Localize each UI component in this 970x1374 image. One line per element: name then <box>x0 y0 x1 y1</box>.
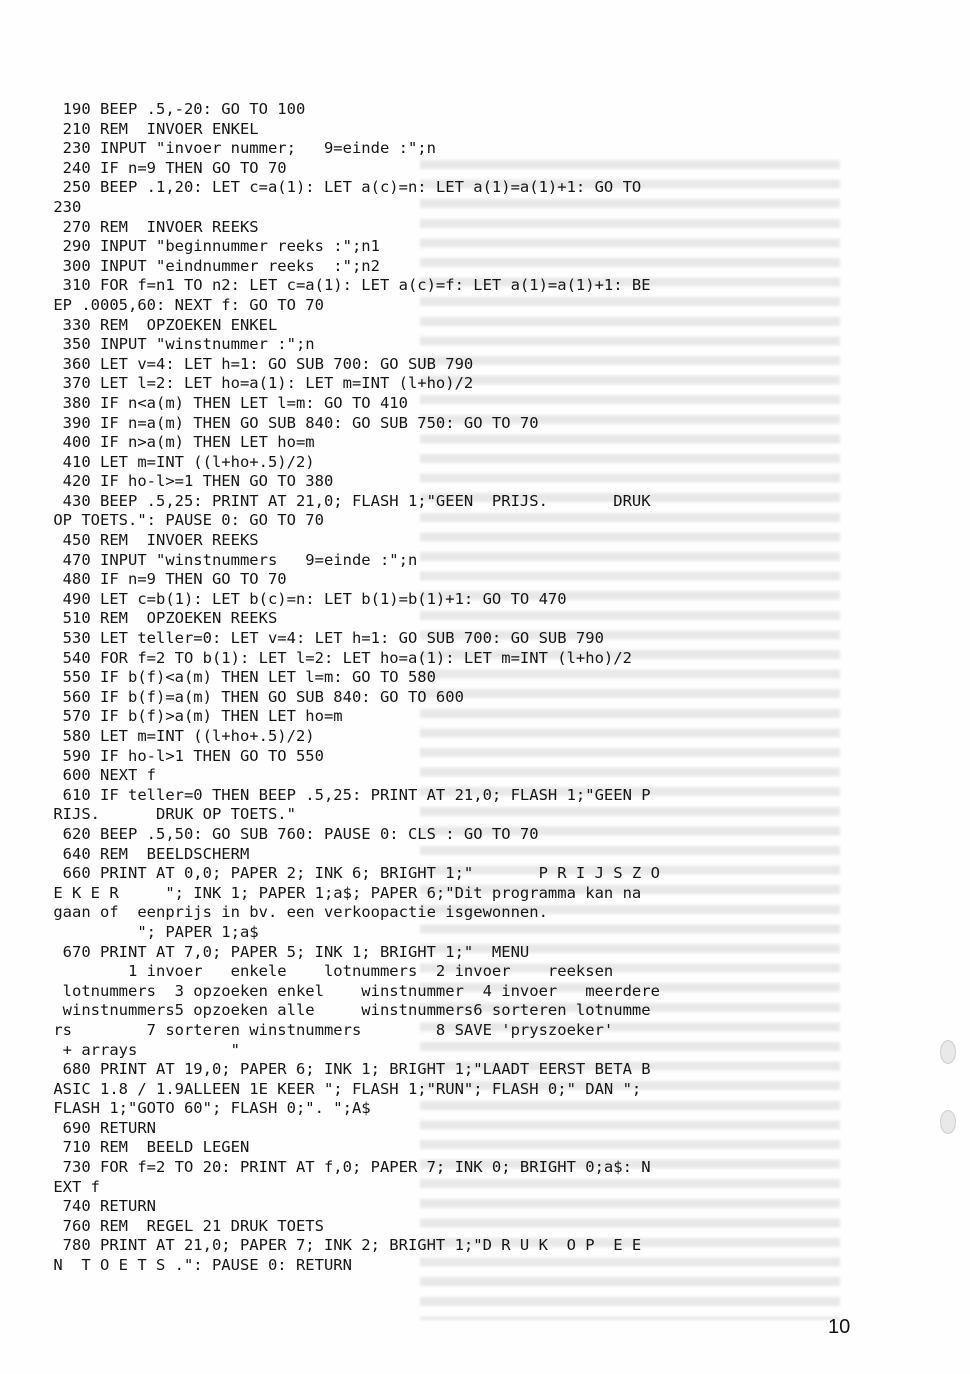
code-line: 420 IF ho-l>=1 THEN GO TO 380 <box>44 472 334 491</box>
code-line: 190 BEEP .5,-20: GO TO 100 <box>44 100 306 118</box>
code-line: 370 LET l=2: LET ho=a(1): LET m=INT (l+ho)/2 <box>44 374 474 393</box>
binding-hole-bottom <box>940 1110 956 1134</box>
code-line: 250 BEEP .1,20: LET c=a(1): LET a(c)=n: LET a(1)=a(1)+1: GO TO <box>44 178 642 197</box>
code-line: "; PAPER 1;a$ <box>44 922 259 941</box>
code-line: N T O E T S .": PAUSE 0: RETURN <box>44 1256 352 1275</box>
code-line: 390 IF n=a(m) THEN GO SUB 840: GO SUB 750: GO TO 70 <box>44 413 539 432</box>
code-line: 270 REM INVOER REEKS <box>44 217 259 236</box>
code-line: 210 REM INVOER ENKEL <box>44 119 259 138</box>
code-line: EXT f <box>44 1177 100 1196</box>
code-line: 570 IF b(f)>a(m) THEN LET ho=m <box>44 707 343 726</box>
code-line: RIJS. DRUK OP TOETS." <box>44 805 296 824</box>
code-line: 330 REM OPZOEKEN ENKEL <box>44 315 278 334</box>
code-line: 360 LET v=4: LET h=1: GO SUB 700: GO SUB 790 <box>44 354 474 373</box>
code-line: winstnummers5 opzoeken alle winstnummers6 sorteren lotnumme <box>44 1001 651 1020</box>
code-line: 690 RETURN <box>44 1118 156 1137</box>
code-line: 490 LET c=b(1): LET b(c)=n: LET b(1)=b(1)+1: GO TO 470 <box>44 589 567 608</box>
binding-hole-top <box>940 1040 956 1064</box>
code-line: OP TOETS.": PAUSE 0: GO TO 70 <box>44 511 324 530</box>
code-line: + arrays " <box>44 1040 240 1059</box>
code-line: 740 RETURN <box>44 1197 156 1216</box>
code-line: 680 PRINT AT 19,0; PAPER 6; INK 1; BRIGHT 1;"LAADT EERST BETA B <box>44 1060 651 1079</box>
code-line: 230 <box>44 197 82 216</box>
code-line: 350 INPUT "winstnummer :";n <box>44 335 315 354</box>
code-line: 730 FOR f=2 TO 20: PRINT AT f,0; PAPER 7; INK 0; BRIGHT 0;a$: N <box>44 1158 651 1177</box>
code-line: 310 FOR f=n1 TO n2: LET c=a(1): LET a(c)=f: LET a(1)=a(1)+1: BE <box>44 276 651 295</box>
code-line: 610 IF teller=0 THEN BEEP .5,25: PRINT AT 21,0; FLASH 1;"GEEN P <box>44 785 651 804</box>
code-line: 1 invoer enkele lotnummers 2 invoer reeksen <box>44 962 614 981</box>
code-line: 240 IF n=9 THEN GO TO 70 <box>44 158 287 177</box>
basic-program-listing <box>44 100 804 1276</box>
code-line: 760 REM REGEL 21 DRUK TOETS <box>44 1216 324 1235</box>
code-line: 400 IF n>a(m) THEN LET ho=m <box>44 433 315 452</box>
code-line: 480 IF n=9 THEN GO TO 70 <box>44 570 287 589</box>
code-line: 580 LET m=INT ((l+ho+.5)/2) <box>44 727 315 745</box>
code-line: 380 IF n<a(m) THEN LET l=m: GO TO 410 <box>44 393 408 412</box>
code-line: 430 BEEP .5,25: PRINT AT 21,0; FLASH 1;"GEEN PRIJS. DRUK <box>44 491 651 510</box>
code-line: 450 REM INVOER REEKS <box>44 531 259 550</box>
code-line: rs 7 sorteren winstnummers 8 SAVE 'pryszoeker' <box>44 1020 614 1039</box>
code-line: 780 PRINT AT 21,0; PAPER 7; INK 2; BRIGHT 1;"D R U K O P E E <box>44 1236 642 1255</box>
code-line: 410 LET m=INT ((l+ho+.5)/2) <box>44 452 315 471</box>
code-line: 640 REM BEELDSCHERM <box>44 844 250 863</box>
code-line: 670 PRINT AT 7,0; PAPER 5; INK 1; BRIGHT 1;" MENU <box>44 942 530 961</box>
code-line: 530 LET teller=0: LET v=4: LET h=1: GO SUB 700: GO SUB 790 <box>44 629 604 648</box>
code-line: gaan of eenprijs in bv. een verkoopactie isgewonnen. <box>44 903 548 922</box>
code-line: 510 REM OPZOEKEN REEKS <box>44 609 278 628</box>
code-line: 600 NEXT f <box>44 766 156 785</box>
code-line: ASIC 1.8 / 1.9ALLEEN 1E KEER "; FLASH 1;"RUN"; FLASH 0;" DAN "; <box>44 1079 642 1098</box>
code-line: 660 PRINT AT 0,0; PAPER 2; INK 6; BRIGHT 1;" P R I J S Z O <box>44 864 660 883</box>
code-line: lotnummers 3 opzoeken enkel winstnummer 4 invoer meerdere <box>44 981 660 1000</box>
code-line: 230 INPUT "invoer nummer; 9=einde :";n <box>44 139 436 158</box>
code-line: 550 IF b(f)<a(m) THEN LET l=m: GO TO 580 <box>44 668 436 687</box>
code-line: 590 IF ho-l>1 THEN GO TO 550 <box>44 746 324 765</box>
code-line: 300 INPUT "eindnummer reeks :";n2 <box>44 256 380 275</box>
page-number: 10 <box>828 1316 851 1338</box>
code-line: 540 FOR f=2 TO b(1): LET l=2: LET ho=a(1): LET m=INT (l+ho)/2 <box>44 648 632 667</box>
code-line: 470 INPUT "winstnummers 9=einde :";n <box>44 550 418 569</box>
code-line: E K E R "; INK 1; PAPER 1;a$; PAPER 6;"Dit programma kan na <box>44 883 642 902</box>
code-line: 560 IF b(f)=a(m) THEN GO SUB 840: GO TO 600 <box>44 687 464 706</box>
code-line: EP .0005,60: NEXT f: GO TO 70 <box>44 295 324 314</box>
code-line: 620 BEEP .5,50: GO SUB 760: PAUSE 0: CLS : GO TO 70 <box>44 824 539 843</box>
code-line: 710 REM BEELD LEGEN <box>44 1138 250 1157</box>
code-line: 290 INPUT "beginnummer reeks :";n1 <box>44 237 380 256</box>
code-line: FLASH 1;"GOTO 60"; FLASH 0;". ";A$ <box>44 1099 371 1118</box>
